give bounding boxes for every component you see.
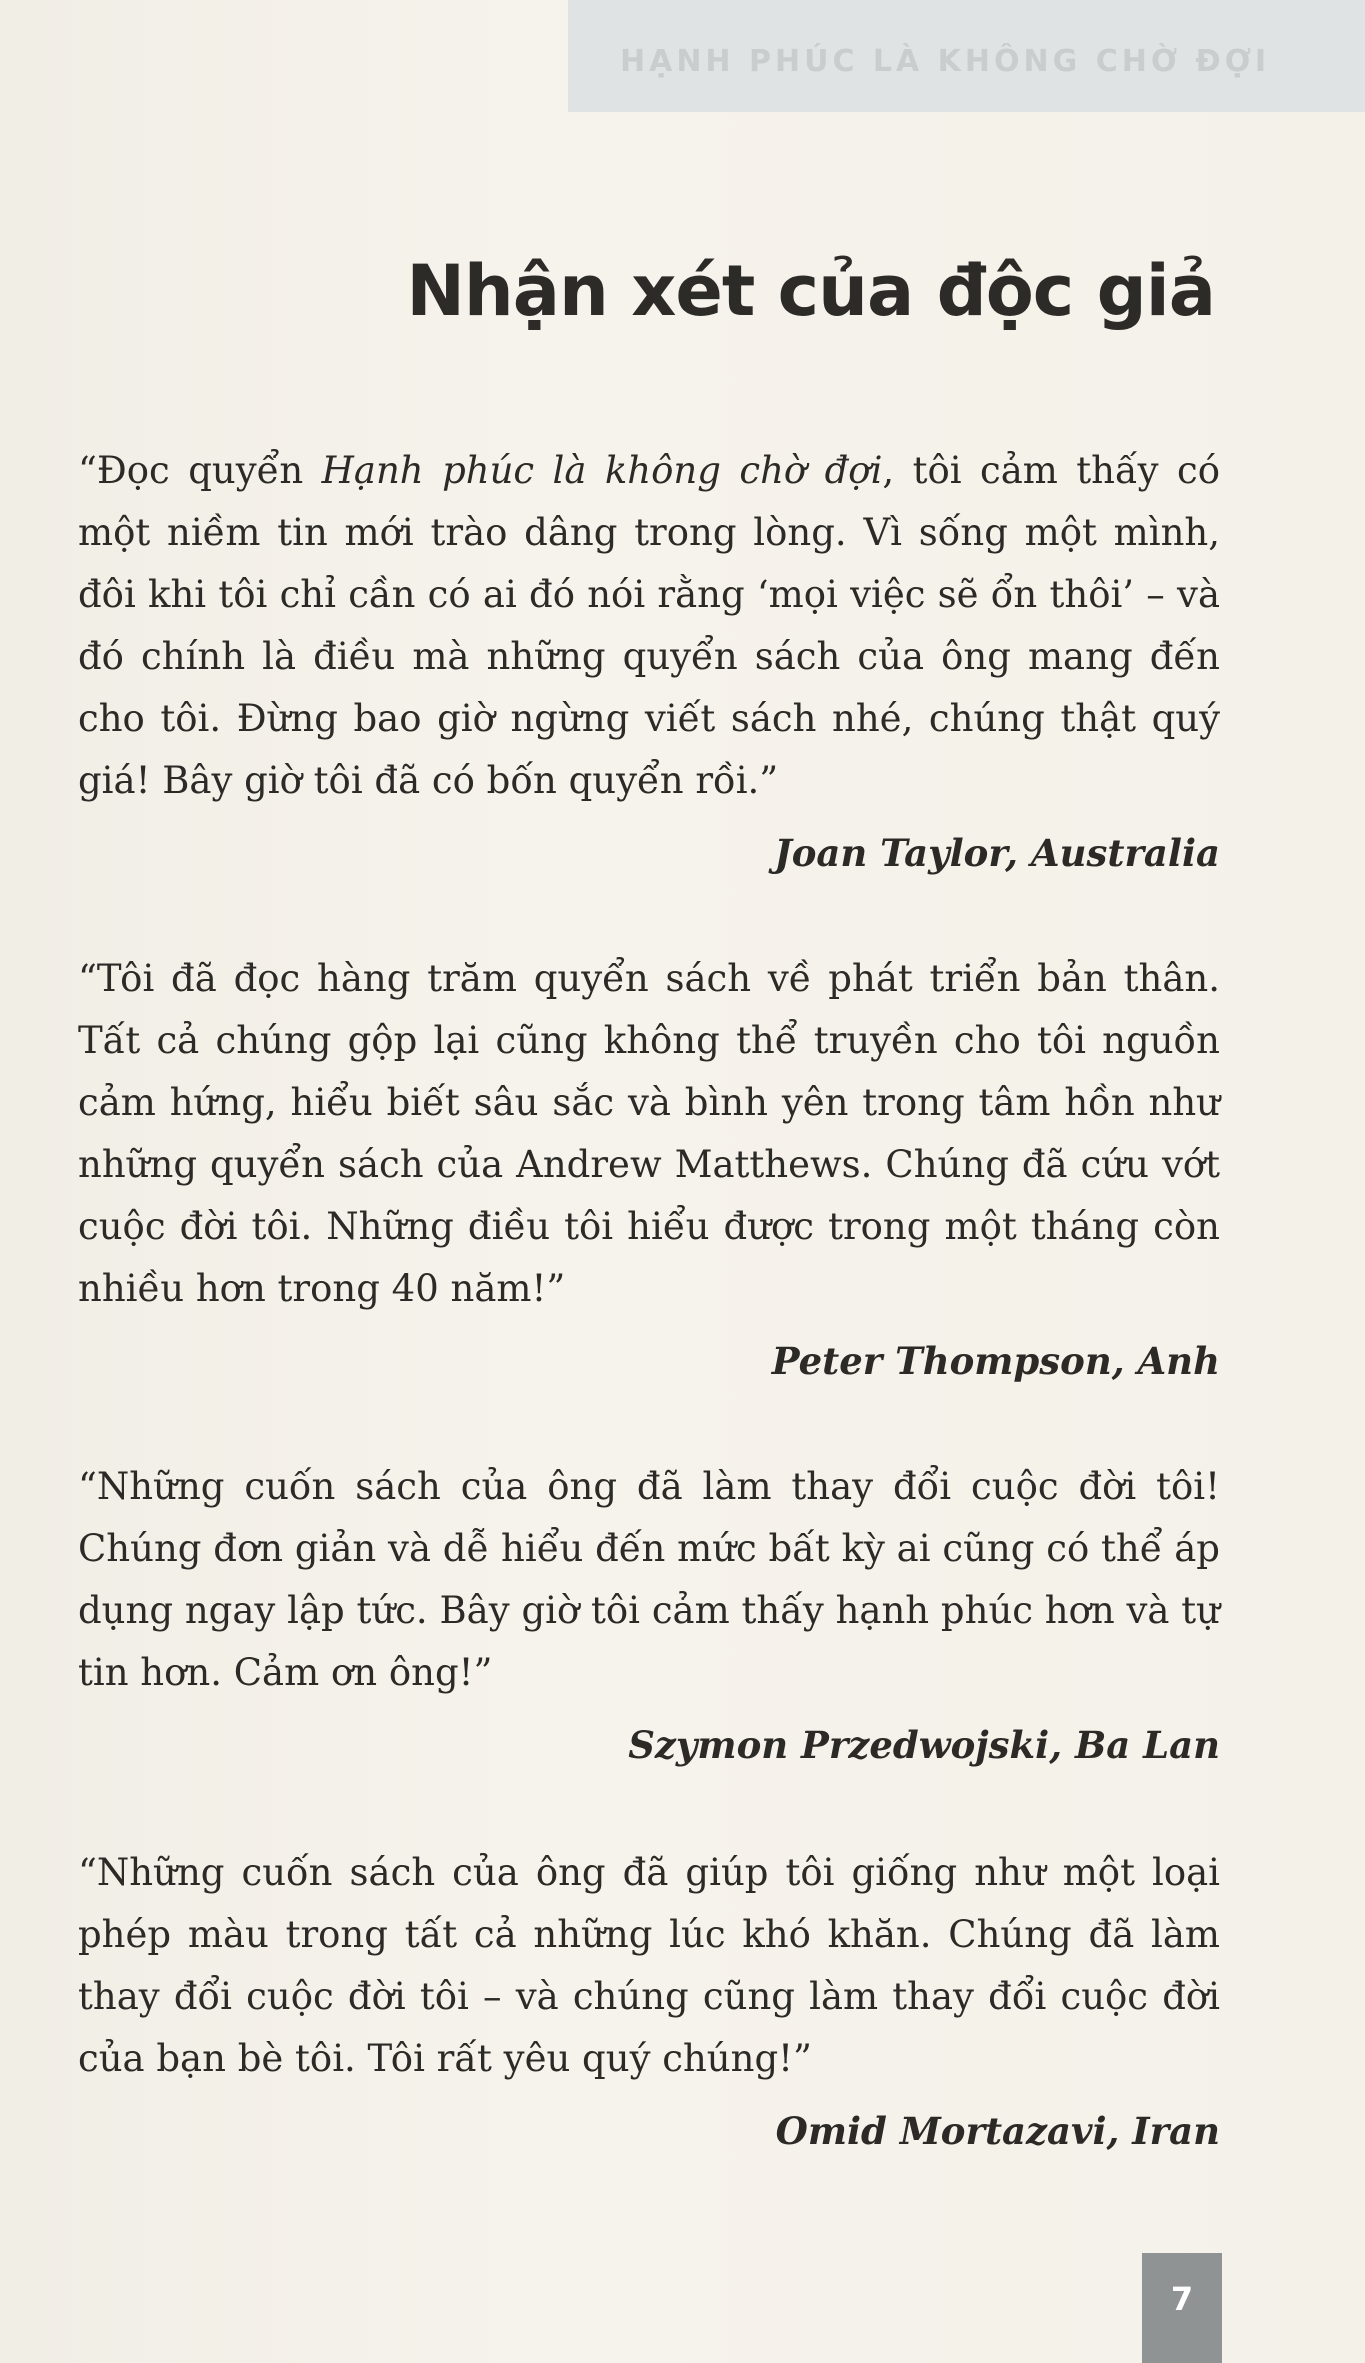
review-quote: “Những cuốn sách của ông đã làm thay đổi cuộc đời tôi! Chúng đơn giản và dễ hiểu đến mức bất kỳ ai cũng có thể áp dụng ngay lập tức. Bây giờ tôi cảm thấy hạnh phúc hơn và tự tin hơn. Cảm ơn ông!” — [78, 1465, 1220, 1694]
review-quote: “Đọc quyển Hạnh phúc là không chờ đợi, tôi cảm thấy có một niềm tin mới trào dâng trong lòng. Vì sống một mình, đôi khi tôi chỉ cần có ai đó nói rằng ‘mọi việc sẽ ổn thôi’ – và đó chính là điều mà những quyển sách của ông mang đến cho tôi. Đừng bao giờ ngừng viết sách nhé, chúng thật quý giá! Bây giờ tôi đã có bốn quyển rồi.” — [78, 449, 1220, 802]
review-2 — [78, 948, 1220, 1392]
review-4 — [78, 1842, 1220, 2162]
review-author: Joan Taylor, Australia — [774, 831, 1220, 875]
review-1 — [78, 440, 1220, 884]
review-3 — [78, 1456, 1220, 1776]
review-author: Peter Thompson, Anh — [771, 1339, 1220, 1383]
review-quote: “Những cuốn sách của ông đã giúp tôi giống như một loại phép màu trong tất cả những lúc khó khăn. Chúng đã làm thay đổi cuộc đời tôi – và chúng cũng làm thay đổi cuộc đời của bạn bè tôi. Tôi rất yêu quý chúng!” — [78, 1851, 1220, 2080]
review-quote: “Tôi đã đọc hàng trăm quyển sách về phát triển bản thân. Tất cả chúng gộp lại cũng không thể truyền cho tôi nguồn cảm hứng, hiểu biết sâu sắc và bình yên trong tâm hồn như những quyển sách của Andrew Matthews. Chúng đã cứu vớt cuộc đời tôi. Những điều tôi hiểu được trong một tháng còn nhiều hơn trong 40 năm!” — [78, 957, 1220, 1310]
page-title: Nhận xét của độc giả — [406, 250, 1215, 332]
page-number: 7 — [1142, 2253, 1222, 2363]
book-title: Hạnh phúc là không chờ đợi — [321, 449, 883, 492]
review-author: Omid Mortazavi, Iran — [775, 2109, 1220, 2153]
review-author: Szymon Przedwojski, Ba Lan — [628, 1723, 1220, 1767]
running-header-title: HẠNH PHÚC LÀ KHÔNG CHỜ ĐỢI — [620, 44, 1270, 79]
